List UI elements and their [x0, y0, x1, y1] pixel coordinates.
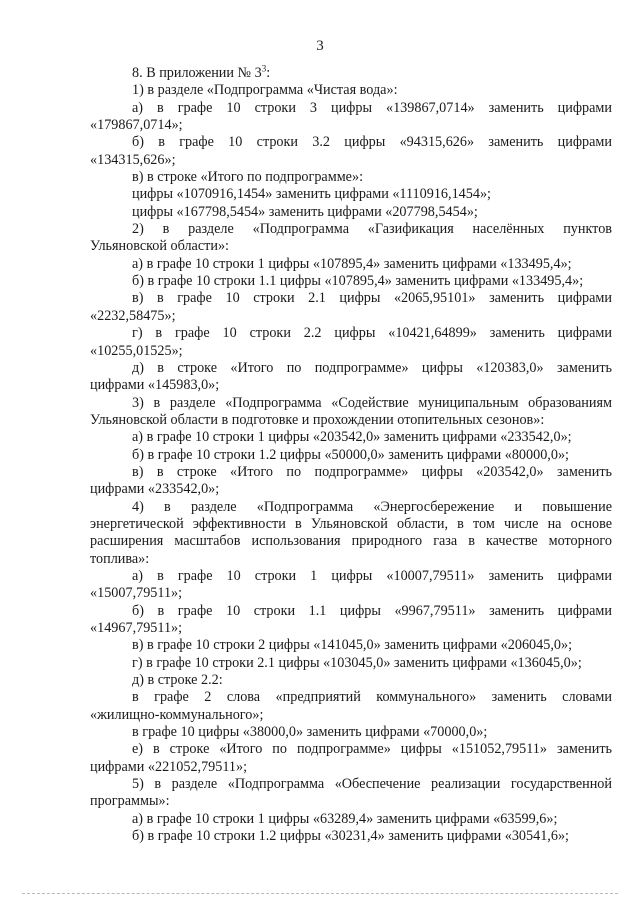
section-2-item-d: д) в строке «Итого по подпрограмме» цифры «120383,0» заменить: [132, 359, 612, 376]
section-4-item-d-line-2: в графе 10 цифры «38000,0» заменить цифрами «70000,0»;: [132, 724, 488, 741]
section-1-header: 1) в разделе «Подпрограмма «Чистая вода»:: [132, 82, 398, 99]
section-3-header: 3) в разделе «Подпрограмма «Содействие муниципальным образованиям: [132, 394, 612, 411]
section-3-header-cont: Ульяновской области в подготовке и прохождении отопительных сезонов»:: [90, 411, 545, 428]
section-1-item-a-cont: «179867,0714»;: [90, 117, 183, 134]
section-4-item-g: г) в графе 10 строки 2.1 цифры «103045,0» заменить цифрами «136045,0»;: [132, 654, 582, 671]
section-2-header-cont: Ульяновской области»:: [90, 238, 229, 255]
section-4-item-e: е) в строке «Итого по подпрограмме» цифры «151052,79511» заменить: [132, 741, 612, 758]
section-2-header: 2) в разделе «Подпрограмма «Газификация населённых пунктов: [132, 221, 612, 238]
intro-line: [90, 65, 612, 82]
section-4-item-a: а) в графе 10 строки 1 цифры «10007,79511» заменить цифрами: [132, 567, 612, 584]
section-4-header-cont-2: расширения масштабов использования природного газа в качестве моторного: [90, 533, 612, 550]
section-1-item-b-cont: «134315,626»;: [90, 151, 176, 168]
page-number: 3: [316, 38, 324, 54]
section-2-item-v: в) в графе 10 строки 2.1 цифры «2065,95101» заменить цифрами: [132, 290, 612, 307]
section-4-item-d-line-1-cont: «жилищно-коммунального»;: [90, 706, 264, 723]
section-1-item-v: в) в строке «Итого по подпрограмме»:: [132, 169, 364, 186]
section-4-item-d: д) в строке 2.2:: [132, 672, 223, 689]
section-4-item-a-cont: «15007,79511»;: [90, 585, 183, 602]
section-3-item-v: в) в строке «Итого по подпрограмме» цифры «203542,0» заменить: [132, 463, 612, 480]
section-5-item-b: б) в графе 10 строки 1.2 цифры «30231,4» заменить цифрами «30541,6»;: [132, 828, 569, 845]
section-4-header-cont-1: энергетической эффективности в Ульяновской области, в том числе на основе: [90, 515, 612, 532]
intro-text: 8. В приложении № 3: [132, 65, 262, 81]
section-5-header: 5) в разделе «Подпрограмма «Обеспечение реализации государственной: [132, 776, 612, 793]
section-1-item-v-line-1: цифры «1070916,1454» заменить цифрами «1110916,1454»;: [132, 186, 491, 203]
section-4-item-b: б) в графе 10 строки 1.1 цифры «9967,79511» заменить цифрами: [132, 602, 612, 619]
section-2-item-g: г) в графе 10 строки 2.2 цифры «10421,64899» заменить цифрами: [132, 325, 612, 342]
section-4-item-d-line-1: в графе 2 слова «предприятий коммунального» заменить словами: [132, 689, 612, 706]
section-3-item-v-cont: цифрами «233542,0»;: [90, 481, 220, 498]
page-bottom-divider: [22, 893, 618, 894]
intro-superscript: 3: [261, 63, 267, 74]
section-5-header-cont: программы»:: [90, 793, 170, 810]
section-4-header-cont-3: топлива»:: [90, 550, 150, 567]
section-2-item-a: а) в графе 10 строки 1 цифры «107895,4» заменить цифрами «133495,4»;: [132, 255, 572, 272]
section-5-item-a: а) в графе 10 строки 1 цифры «63289,4» заменить цифрами «63599,6»;: [132, 810, 558, 827]
section-1-item-a: а) в графе 10 строки 3 цифры «139867,0714» заменить цифрами: [132, 99, 612, 116]
section-2-item-d-cont: цифрами «145983,0»;: [90, 377, 220, 394]
section-4-item-e-cont: цифрами «221052,79511»;: [90, 758, 248, 775]
section-4-item-v: в) в графе 10 строки 2 цифры «141045,0» заменить цифрами «206045,0»;: [132, 637, 573, 654]
section-3-item-b: б) в графе 10 строки 1.2 цифры «50000,0» заменить цифрами «80000,0»;: [132, 446, 569, 463]
section-2-item-b: б) в графе 10 строки 1.1 цифры «107895,4» заменить цифрами «133495,4»;: [132, 273, 584, 290]
section-1-item-v-line-2: цифры «167798,5454» заменить цифрами «207798,5454»;: [132, 203, 478, 220]
document-body: [90, 65, 612, 845]
section-2-item-g-cont: «10255,01525»;: [90, 342, 183, 359]
section-3-item-a: а) в графе 10 строки 1 цифры «203542,0» заменить цифрами «233542,0»;: [132, 429, 572, 446]
section-1-item-b: б) в графе 10 строки 3.2 цифры «94315,626» заменить цифрами: [132, 134, 612, 151]
section-4-header: 4) в разделе «Подпрограмма «Энергосбережение и повышение: [132, 498, 612, 515]
section-2-item-v-cont: «2232,58475»;: [90, 307, 176, 324]
intro-colon: :: [266, 65, 271, 81]
section-4-item-b-cont: «14967,79511»;: [90, 620, 183, 636]
